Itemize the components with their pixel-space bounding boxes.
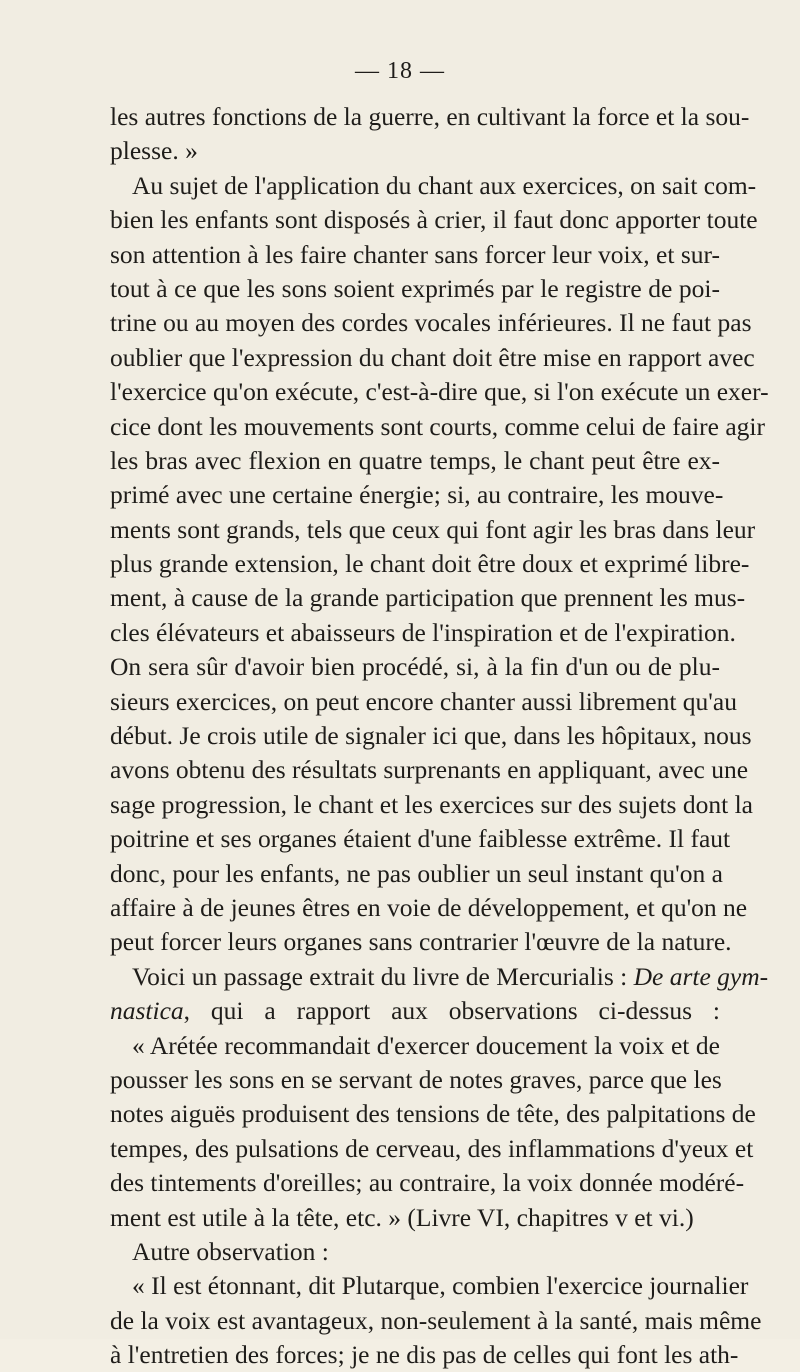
text-segment: , qui a rapport aux observations ci-dessus : <box>183 996 720 1026</box>
quote-start-line: « Il est étonnant, dit Plutarque, combien l'exercice journalier <box>132 1271 749 1301</box>
text-line: primé avec une certaine énergie; si, au contraire, les mouve- <box>110 480 724 510</box>
text-line: avons obtenu des résultats surprenants en appliquant, avec une <box>110 755 749 785</box>
text-line: notes aiguës produisent des tensions de tête, des palpitations de <box>110 1099 756 1129</box>
text-line: peut forcer leurs organes sans contrarier l'œuvre de la nature. <box>110 927 732 957</box>
paragraph-start-line: Au sujet de l'application du chant aux exercices, on sait com- <box>132 170 757 200</box>
text-line: de la voix est avantageux, non-seulement à la santé, mais même <box>110 1305 762 1335</box>
text-line: plesse. » <box>110 136 198 166</box>
body-text <box>110 100 769 1372</box>
text-line: tempes, des pulsations de cerveau, des inflammations d'yeux et <box>110 1133 754 1163</box>
page-number: — 18 — <box>355 58 445 84</box>
text-line: des tintements d'oreilles; au contraire, la voix donnée modéré- <box>110 1168 745 1198</box>
paragraph-start-line: Autre observation : <box>132 1236 329 1266</box>
text-line: bien les enfants sont disposés à crier, il faut donc apporter toute <box>110 205 758 235</box>
text-line: affaire à de jeunes êtres en voie de développement, et qu'on ne <box>110 892 748 922</box>
text-line: sieurs exercices, on peut encore chanter aussi librement qu'au <box>110 686 737 716</box>
text-line <box>110 994 720 1028</box>
text-line: tout à ce que les sons soient exprimés par le registre de poi- <box>110 273 720 303</box>
paragraph-start-line <box>110 960 769 994</box>
text-line: poitrine et ses organes étaient d'une faiblesse extrême. Il faut <box>110 824 731 854</box>
text-line: cles élévateurs et abaisseurs de l'inspiration et de l'expiration. <box>110 617 736 647</box>
text-line: son attention à les faire chanter sans forcer leur voix, et sur- <box>110 239 720 269</box>
book-title-italic: nastica <box>110 996 184 1026</box>
text-line: oublier que l'expression du chant doit être mise en rapport avec <box>110 342 755 372</box>
text-line: pousser les sons en se servant de notes graves, parce que les <box>110 1064 722 1094</box>
text-segment: Voici un passage extrait du livre de Mercurialis : <box>132 961 634 991</box>
text-line: plus grande extension, le chant doit être doux et exprimé libre- <box>110 549 750 579</box>
text-line: sage progression, le chant et les exercices sur des sujets dont la <box>110 789 753 819</box>
book-title-italic: De arte gym- <box>633 961 769 991</box>
text-line: ments sont grands, tels que ceux qui font agir les bras dans leur <box>110 514 756 544</box>
text-line: On sera sûr d'avoir bien procédé, si, à la fin d'un ou de plu- <box>110 652 720 682</box>
quote-start-line: « Arétée recommandait d'exercer doucement la voix et de <box>132 1030 720 1060</box>
text-line: début. Je crois utile de signaler ici que, dans les hôpitaux, nous <box>110 721 752 751</box>
text-line: trine ou au moyen des cordes vocales inférieures. Il ne faut pas <box>110 308 752 338</box>
text-line: ment, à cause de la grande participation que prennent les mus- <box>110 583 746 613</box>
text-line: l'exercice qu'on exécute, c'est-à-dire que, si l'on exécute un exer- <box>110 377 769 407</box>
text-line: les autres fonctions de la guerre, en cultivant la force et la sou- <box>110 102 750 131</box>
text-line: cice dont les mouvements sont courts, comme celui de faire agir <box>110 411 765 441</box>
text-line: à l'entretien des forces; je ne dis pas de celles qui font les ath- <box>110 1340 739 1370</box>
text-line: les bras avec flexion en quatre temps, le chant peut être ex- <box>110 445 720 475</box>
text-line: ment est utile à la tête, etc. » (Livre VI, chapitres v et vi.) <box>110 1202 694 1232</box>
text-line: donc, pour les enfants, ne pas oublier un seul instant qu'on a <box>110 858 723 888</box>
